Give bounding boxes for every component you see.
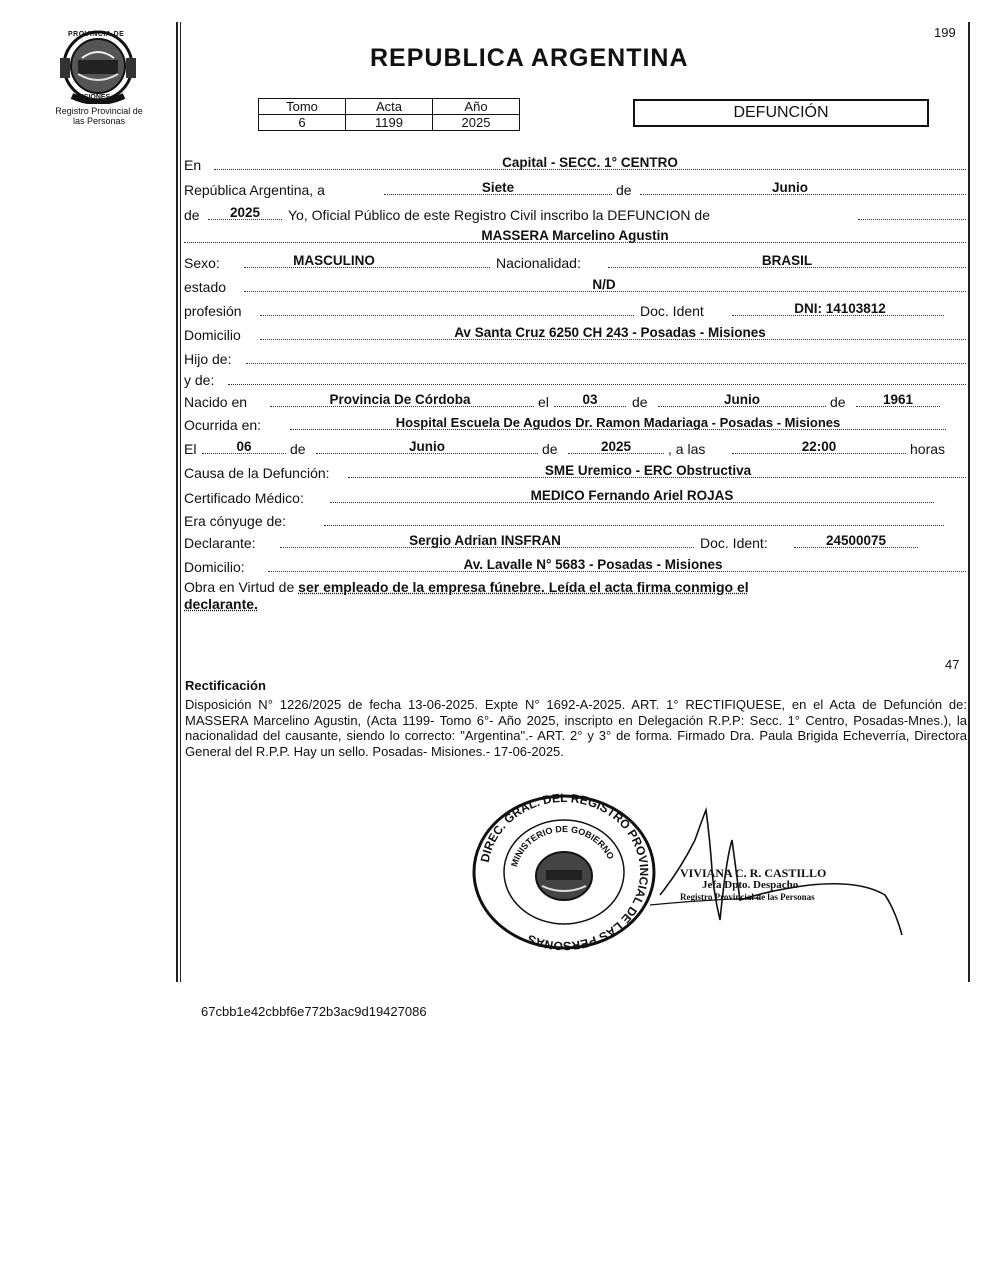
- en-label: En: [184, 157, 202, 173]
- obra-line-1: ser empleado de la empresa fúnebre. Leída el acta firma conmigo el: [298, 579, 749, 595]
- margin-number: 47: [945, 657, 960, 672]
- tomo-value: 6: [259, 115, 346, 131]
- de-label: de: [616, 182, 632, 198]
- doc-ident-value: DNI: 14103812: [794, 301, 886, 316]
- nac-anio-value: 1961: [882, 392, 914, 407]
- row-hijo: [184, 348, 968, 368]
- certificado-label: Certificado Médico:: [184, 490, 304, 506]
- de-label-nac-2: de: [830, 394, 846, 410]
- lugar-value: Capital - SECC. 1° CENTRO: [502, 155, 678, 170]
- rectificacion-title: Rectificación: [185, 678, 266, 693]
- acta-value: 1199: [346, 115, 433, 131]
- de-label-def-2: de: [542, 441, 558, 457]
- nacionalidad-value: BRASIL: [761, 253, 813, 268]
- republica-label: República Argentina, a: [184, 182, 325, 198]
- logo-caption-line-2: las Personas: [72, 116, 126, 126]
- alas-label: , a las: [668, 441, 706, 457]
- causa-value: SME Uremico - ERC Obstructiva: [544, 463, 752, 478]
- page-number: 199: [934, 25, 956, 40]
- hora-value: 22:00: [801, 439, 837, 454]
- row-nombre: [184, 227, 968, 247]
- logo-seal-text-bottom: MISIONES: [76, 94, 111, 101]
- hijo-label: Hijo de:: [184, 351, 232, 367]
- document-title: REPUBLICA ARGENTINA: [370, 44, 689, 72]
- left-margin-line: [176, 22, 178, 982]
- doc-ident-label: Doc. Ident: [640, 303, 704, 319]
- seal-inner-text: MINISTERIO DE GOBIERNO: [509, 823, 616, 869]
- dia-letras-value: Siete: [481, 180, 515, 195]
- domicilio-label-2: Domicilio:: [184, 559, 245, 575]
- nacido-en-value: Provincia De Córdoba: [329, 392, 471, 407]
- tomo-label: Tomo: [259, 99, 346, 115]
- anio-value: 2025: [229, 205, 261, 220]
- de-label-nac-1: de: [632, 394, 648, 410]
- estado-label: estado: [184, 279, 227, 295]
- certificado-value: MEDICO Fernando Ariel ROJAS: [530, 488, 734, 503]
- row-fecha: [184, 179, 968, 199]
- ocurrida-en-value: Hospital Escuela De Agudos Dr. Ramon Madariaga - Posadas - Misiones: [395, 415, 841, 430]
- mes-value: Junio: [772, 180, 808, 195]
- yde-label: y de:: [184, 372, 215, 388]
- rectificacion-text: Disposición N° 1226/2025 de fecha 13-06-2025. Expte N° 1692-A-2025. ART. 1° RECTIFIQUESE, en el Acta de Defunción de: MASSERA Marcelino Agustin, (Acta 1199- Tomo 6°- Año 2025, inscripto en Delegación R.P.P: Secc. 1° Centro, Posadas-Mnes.), la nacionalidad del causante, siendo lo correcto: "Argentina".- ART. 2° y 3° de forma. Firmado Dra. Paula Brigida Echeverría, Directora General del R.P.P. Hay un sello. Posadas- Misiones.- 17-06-2025.: [185, 697, 967, 759]
- left-margin-line-inner: [180, 22, 181, 982]
- nac-dia-value: 03: [582, 392, 598, 407]
- nombre-value: MASSERA Marcelino Agustin: [481, 228, 669, 243]
- nacido-label: Nacido en: [184, 394, 248, 410]
- right-margin-line: [968, 22, 970, 982]
- de-label-def-1: de: [290, 441, 306, 457]
- seal-outer-text: DIREC. GRAL. DEL REGISTRO PROVINCIAL DE LAS PERSONAS: [477, 792, 652, 952]
- row-estado: [184, 276, 968, 296]
- doc-ident-label-2: Doc. Ident:: [700, 535, 768, 551]
- def-mes-value: Junio: [409, 439, 445, 454]
- row-ocurrida: [184, 414, 968, 434]
- el-label: el: [538, 394, 549, 410]
- row-nacido: [184, 391, 968, 411]
- official-seal: [468, 792, 660, 952]
- row-defuncion-fecha: [184, 438, 968, 458]
- sexo-label: Sexo:: [184, 255, 220, 271]
- document-hash: 67cbb1e42cbbf6e772b3ac9d19427086: [201, 1004, 427, 1019]
- obra-prefix: Obra en Virtud de: [184, 579, 295, 595]
- acta-label: Acta: [346, 99, 433, 115]
- row-domicilio: [184, 324, 968, 344]
- anio-label: Año: [433, 99, 520, 115]
- logo-seal-text-top: PROVINCIA DE: [68, 31, 125, 38]
- registry-index-table: [258, 98, 520, 131]
- profesion-label: profesión: [184, 303, 242, 319]
- declarante-value: Sergio Adrian INSFRAN: [409, 533, 561, 548]
- obra-en-virtud: [184, 579, 968, 613]
- domicilio-value-2: Av. Lavalle N° 5683 - Posadas - Misiones: [463, 557, 723, 572]
- logo-caption: [28, 106, 170, 126]
- ocurrida-label: Ocurrida en:: [184, 417, 262, 433]
- row-inscribo: [184, 204, 968, 224]
- province-logo: [52, 28, 144, 104]
- row-sexo: [184, 252, 968, 272]
- doc-ident-value-2: 24500075: [825, 533, 887, 548]
- estado-value: N/D: [592, 277, 616, 292]
- de-label-2: de: [184, 207, 200, 223]
- nac-mes-value: Junio: [724, 392, 760, 407]
- row-certificado: [184, 487, 968, 507]
- inscribo-text: Yo, Oficial Público de este Registro Civil inscribo la DEFUNCION de: [288, 207, 710, 223]
- row-profesion: [184, 300, 968, 320]
- row-declarante: [184, 532, 968, 552]
- declarante-label: Declarante:: [184, 535, 256, 551]
- sexo-value: MASCULINO: [293, 253, 375, 268]
- anio-value: 2025: [433, 115, 520, 131]
- causa-label: Causa de la Defunción:: [184, 465, 330, 481]
- nacionalidad-label: Nacionalidad:: [496, 255, 581, 271]
- el-label-2: El: [184, 441, 197, 457]
- domicilio-value: Av Santa Cruz 6250 CH 243 - Posadas - Misiones: [454, 325, 766, 340]
- row-conyuge: [184, 510, 968, 530]
- signature-office: Registro Provincial de las Personas: [680, 892, 815, 902]
- row-yde: [184, 369, 968, 389]
- horas-label: horas: [910, 441, 946, 457]
- domicilio-label: Domicilio: [184, 327, 241, 343]
- logo-caption-line-1: Registro Provincial de: [55, 106, 143, 116]
- obra-line-2: declarante.: [184, 596, 258, 612]
- def-dia-value: 06: [236, 439, 252, 454]
- row-lugar: [184, 154, 968, 174]
- row-causa: [184, 462, 968, 482]
- signature-name: VIVIANA C. R. CASTILLO: [680, 866, 827, 880]
- record-type-box: DEFUNCIÓN: [633, 99, 929, 127]
- row-domicilio-declarante: [184, 556, 968, 576]
- conyuge-label: Era cónyuge de:: [184, 513, 286, 529]
- signature-role: Jefa Dpto. Despacho: [702, 879, 799, 891]
- def-anio-value: 2025: [600, 439, 632, 454]
